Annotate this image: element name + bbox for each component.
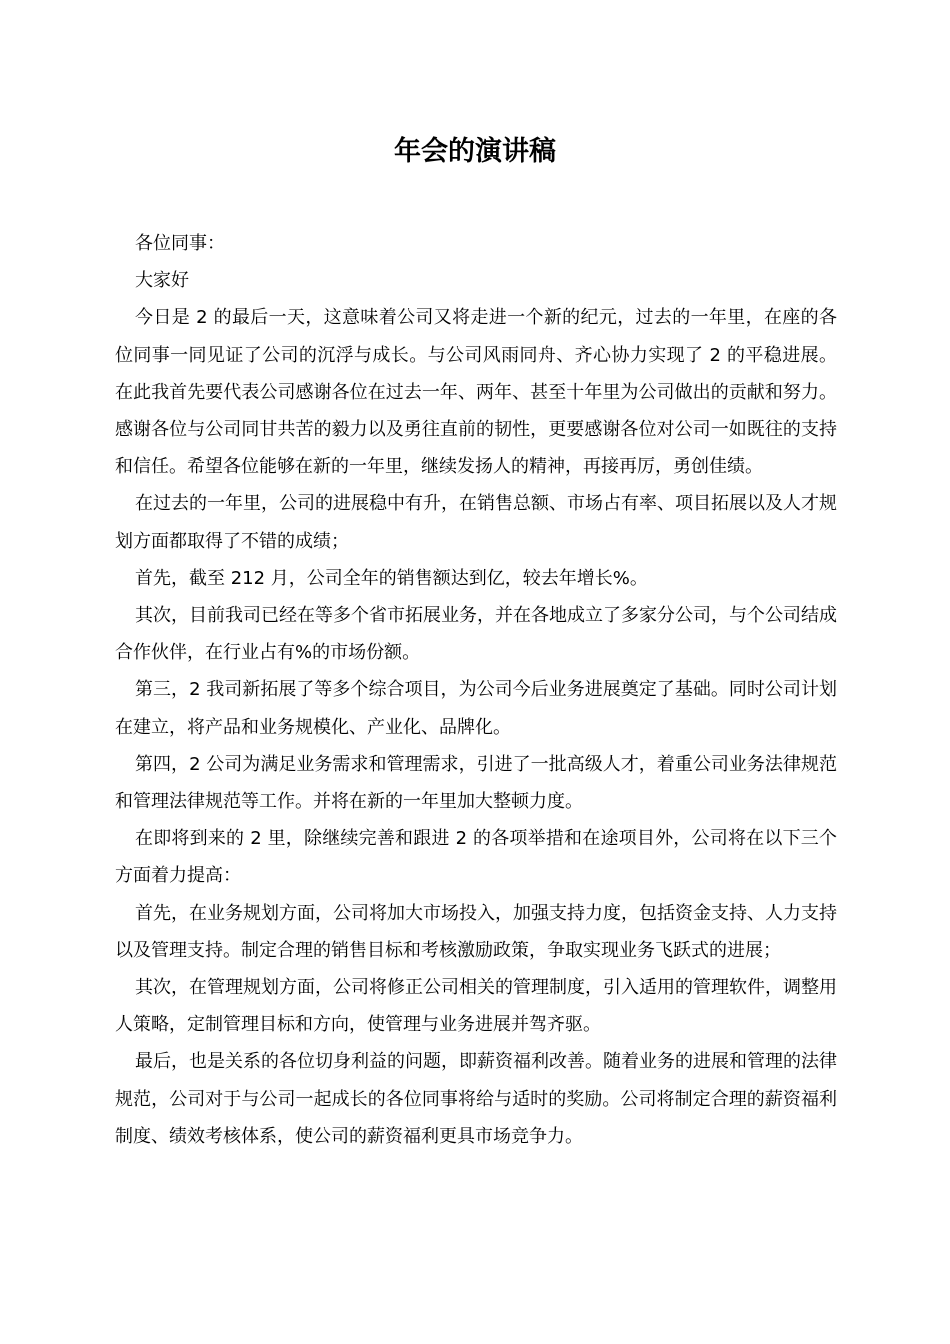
paragraph-fourth-talent: 第四，2 公司为满足业务需求和管理需求，引进了一批高级人才，着重公司业务法律规范和管理法律规范等工作。并将在新的一年里加大整顿力度。 (115, 753, 837, 813)
paragraph-second-expansion: 其次，目前我司已经在等多个省市拓展业务，并在各地成立了多家分公司，与个公司结成合作伙伴，在行业占有%的市场份额。 (115, 605, 837, 664)
paragraph-review: 在过去的一年里，公司的进展稳中有升，在销售总额、市场占有率、项目拓展以及人才规划方面都取得了不错的成绩； (115, 493, 837, 552)
paragraph-business-plan: 首先，在业务规划方面，公司将加大市场投入，加强支持力度，包括资金支持、人力支持以及管理支持。制定合理的销售目标和考核激励政策，争取实现业务飞跃式的进展； (115, 902, 837, 961)
paragraph-compensation: 最后，也是关系的各位切身利益的问题，即薪资福利改善。随着业务的进展和管理的法律规范，公司对于与公司一起成长的各位同事将给与适时的奖励。公司将制定合理的薪资福利制度、绩效考核体系，使公司的薪资福利更具市场竞争力。 (115, 1051, 837, 1147)
paragraph-third-projects: 第三，2 我司新拓展了等多个综合项目，为公司今后业务进展奠定了基础。同时公司计划在建立，将产品和业务规模化、产业化、品牌化。 (115, 679, 837, 738)
paragraph-first-sales: 首先，截至 212 月，公司全年的销售额达到亿，较去年增长%。 (135, 567, 648, 589)
paragraph-management-plan: 其次，在管理规划方面，公司将修正公司相关的管理制度，引入适用的管理软件，调整用人策略，定制管理目标和方向，使管理与业务进展并驾齐驱。 (115, 977, 837, 1036)
document-body (115, 225, 837, 1155)
paragraph-outlook: 在即将到来的 2 里，除继续完善和跟进 2 的各项举措和在途项目外，公司将在以下三个方面着力提高： (115, 828, 837, 887)
salutation: 各位同事： (135, 233, 225, 254)
document-title: 年会的演讲稿 (394, 136, 556, 167)
paragraph-intro: 今日是 2 的最后一天，这意味着公司又将走进一个新的纪元，过去的一年里，在座的各位同事一同见证了公司的沉浮与成长。与公司风雨同舟、齐心协力实现了 2 的平稳进展。在此我首先要代表公司感谢各位在过去一年、两年、甚至十年里为公司做出的贡献和努力。感谢各位与公司同甘共苦的毅力以及勇往直前的韧性，更要感谢各位对公司一如既往的支持和信任。希望各位能够在新的一年里，继续发扬人的精神，再接再厉，勇创佳绩。 (115, 307, 837, 478)
greeting: 大家好 (135, 270, 189, 292)
